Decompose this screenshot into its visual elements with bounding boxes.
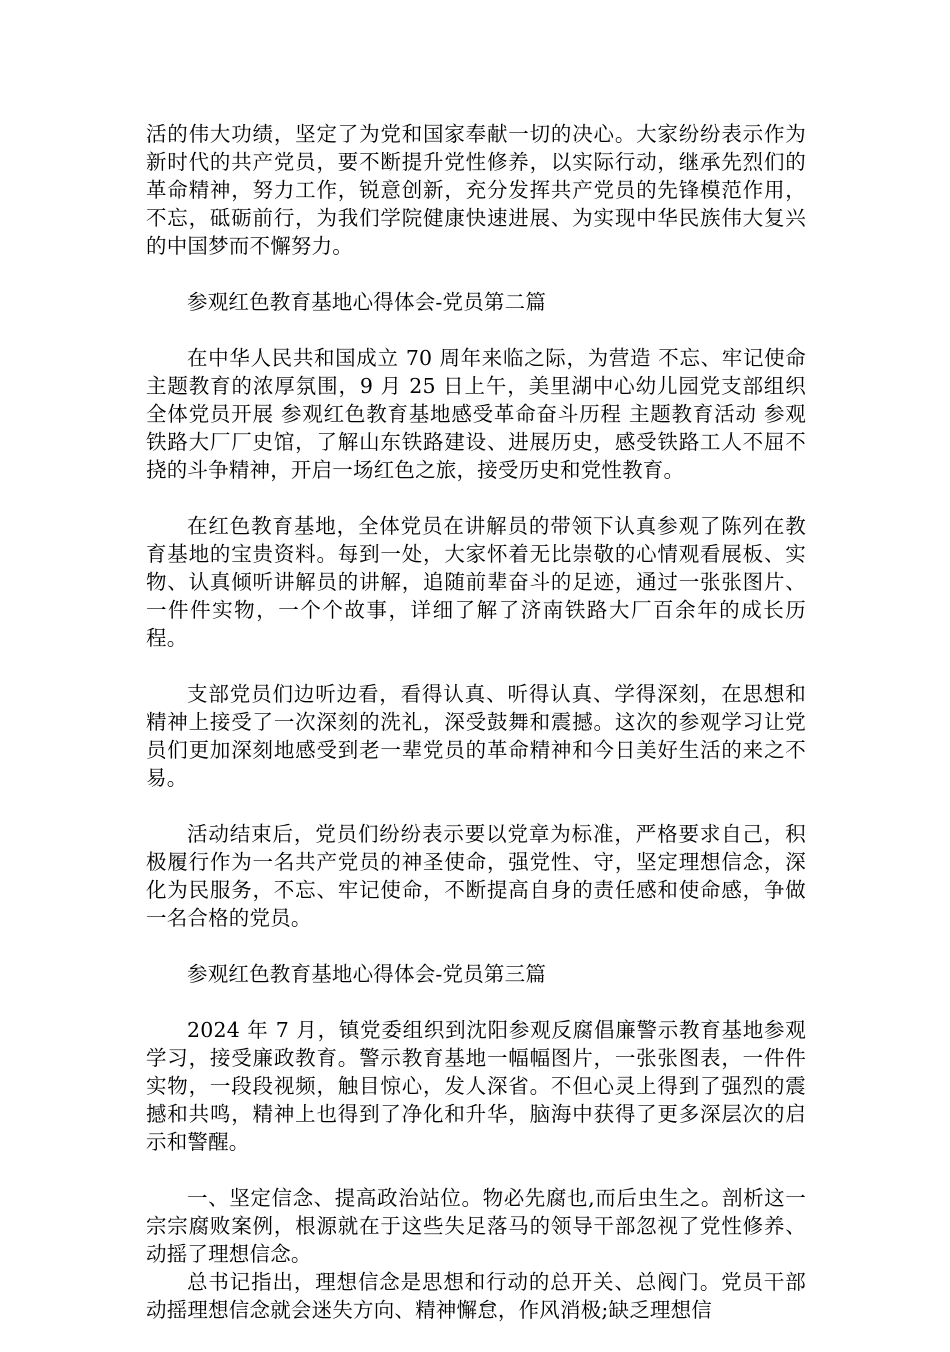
paragraph: 在红色教育基地，全体党员在讲解员的带领下认真参观了陈列在教育基地的宝贵资料。每到一处，大家怀着无比崇敬的心情观看展板、实物、认真倾听讲解员的讲解，追随前辈奋斗的足迹，通过一张张图片、一件件实物，一个个故事，详细了解了济南铁路大厂百余年的成长历程。 — [146, 514, 806, 650]
section-heading-part-two: 参观红色教育基地心得体会-党员第二篇 — [187, 290, 547, 314]
section-heading-part-three: 参观红色教育基地心得体会-党员第三篇 — [187, 962, 547, 986]
paragraph-continuation: 活的伟大功绩，坚定了为党和国家奉献一切的决心。大家纷纷表示作为新时代的共产党员，要不断提升党性修养，以实际行动，继承先烈们的革命精神，努力工作，锐意创新，充分发挥共产党员的先锋模范作用，不忘，砥砺前行，为我们学院健康快速进展、为实现中华民族伟大复兴的中国梦而不懈努力。 — [146, 122, 806, 258]
document-body — [146, 120, 806, 1352]
paragraph: 在中华人民共和国成立 70 周年来临之际，为营造 不忘、牢记使命 主题教育的浓厚氛围，9 月 25 日上午，美里湖中心幼儿园党支部组织全体党员开展 参观红色教育基地感受革命奋斗历程 主题教育活动 参观铁路大厂厂史馆，了解山东铁路建设、进展历史，感受铁路工人不屈不挠的斗争精神，开启一场红色之旅，接受历史和党性教育。 — [146, 346, 806, 482]
paragraph: 一、坚定信念、提高政治站位。物必先腐也,而后虫生之。剖析这一宗宗腐败案例，根源就在于这些失足落马的领导干部忽视了党性修养、动摇了理想信念。 — [146, 1186, 806, 1266]
paragraph: 支部党员们边听边看，看得认真、听得认真、学得深刻，在思想和精神上接受了一次深刻的洗礼，深受鼓舞和震撼。这次的参观学习让党员们更加深刻地感受到老一辈党员的革命精神和今日美好生活的来之不易。 — [146, 682, 806, 790]
paragraph: 总书记指出，理想信念是思想和行动的总开关、总阀门。党员干部动摇理想信念就会迷失方向、精神懈怠，作风消极;缺乏理想信 — [146, 1270, 806, 1322]
paragraph: 2024 年 7 月，镇党委组织到沈阳参观反腐倡廉警示教育基地参观学习，接受廉政教育。警示教育基地一幅幅图片，一张张图表，一件件实物，一段段视频，触目惊心，发人深省。不但心灵上得到了强烈的震撼和共鸣，精神上也得到了净化和升华，脑海中获得了更多深层次的启示和警醒。 — [146, 1018, 806, 1154]
paragraph: 活动结束后，党员们纷纷表示要以党章为标准，严格要求自己，积极履行作为一名共产党员的神圣使命，强党性、守，坚定理想信念，深化为民服务，不忘、牢记使命，不断提高自身的责任感和使命感，争做一名合格的党员。 — [146, 822, 806, 930]
